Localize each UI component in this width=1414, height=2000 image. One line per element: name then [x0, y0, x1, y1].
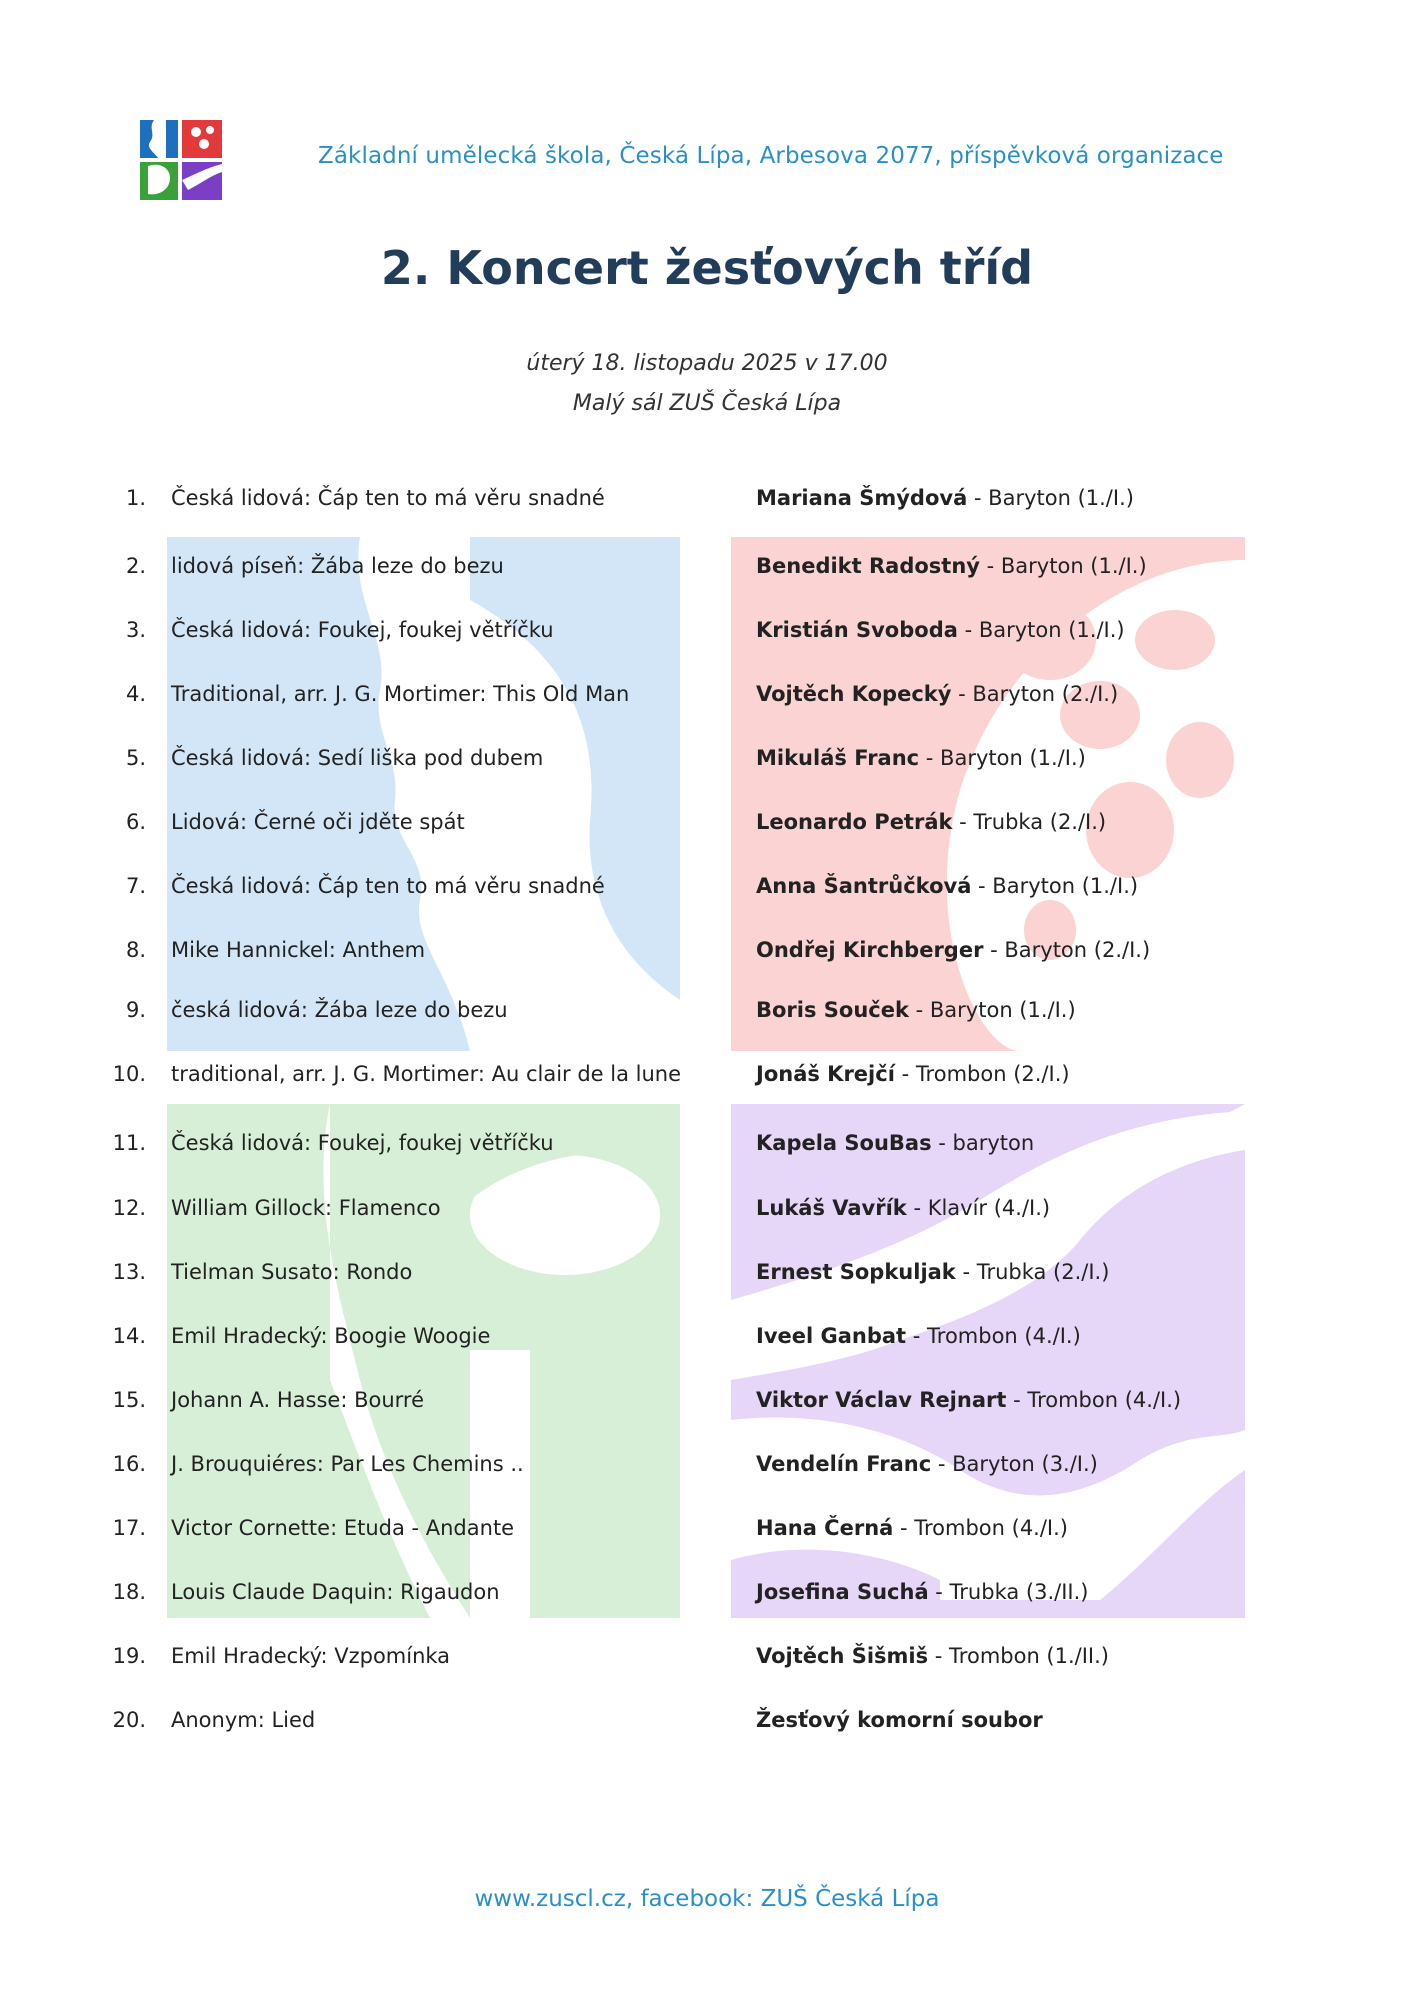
piece-title: Česká lidová: Sedí liška pod dubem [171, 746, 544, 770]
item-number: 11. [112, 1131, 146, 1155]
item-number: 7. [125, 874, 146, 898]
performer-detail: - Trombon (4./I.) [906, 1324, 1081, 1348]
program-row [0, 1062, 1414, 1102]
item-number: 1. [125, 486, 146, 510]
performer-name: Iveel Ganbat [756, 1324, 907, 1348]
piece-title: Mike Hannickel: Anthem [171, 938, 426, 962]
performer [756, 1580, 1088, 1604]
program-row [0, 682, 1414, 722]
performer-detail: - Trombon (2./I.) [894, 1062, 1070, 1086]
performer [756, 1708, 1043, 1732]
item-number: 18. [112, 1580, 146, 1604]
program-row [0, 486, 1414, 526]
performer-name: Leonardo Petrák [756, 810, 953, 834]
item-number: 10. [112, 1062, 146, 1086]
piece-title: J. Brouquiéres: Par Les Chemins .. [171, 1452, 524, 1476]
performer-name: Vojtěch Šišmiš [756, 1644, 929, 1668]
performer [756, 1388, 1181, 1412]
performer-name: Anna Šantrůčková [756, 874, 972, 898]
program-row [0, 1324, 1414, 1364]
program-row [0, 1644, 1414, 1684]
piece-title: Lidová: Černé oči jděte spát [171, 810, 465, 834]
school-logo [140, 120, 224, 200]
item-number: 2. [125, 554, 146, 578]
item-number: 19. [112, 1644, 146, 1668]
performer-name: Viktor Václav Rejnart [756, 1388, 1007, 1412]
piece-title: Česká lidová: Foukej, foukej větříčku [171, 618, 554, 642]
program-row [0, 554, 1414, 594]
item-number: 20. [112, 1708, 146, 1732]
footer-contact[interactable]: www.zuscl.cz, facebook: ZUŠ Česká Lípa [474, 1886, 940, 1912]
performer [756, 554, 1147, 578]
program-row [0, 998, 1414, 1038]
performer-name: Boris Souček [756, 998, 909, 1022]
performer-detail: - Baryton (1./I.) [979, 554, 1147, 578]
item-number: 17. [112, 1516, 146, 1540]
performer [756, 1196, 1050, 1220]
performer-detail: - Trombon (4./I.) [1006, 1388, 1182, 1412]
program-row [0, 1196, 1414, 1236]
performer-name: Hana Černá [756, 1516, 894, 1540]
performer-name: Mikuláš Franc [756, 746, 920, 770]
performer-name: Benedikt Radostný [756, 554, 980, 578]
piece-title: Emil Hradecký: Vzpomínka [171, 1644, 451, 1668]
performer [756, 938, 1150, 962]
performer [756, 1131, 1034, 1155]
piece-title: Louis Claude Daquin: Rigaudon [171, 1580, 500, 1604]
piece-title: Česká lidová: Foukej, foukej větříčku [171, 1131, 554, 1155]
piece-title: Česká lidová: Čáp ten to má věru snadné [171, 486, 605, 510]
performer-detail: - Baryton (1./I.) [971, 874, 1139, 898]
performer-detail: - Baryton (1./I.) [957, 618, 1125, 642]
item-number: 5. [125, 746, 146, 770]
program-row [0, 1516, 1414, 1556]
performer [756, 874, 1138, 898]
item-number: 9. [125, 998, 146, 1022]
performer [756, 1324, 1081, 1348]
item-number: 15. [112, 1388, 146, 1412]
piece-title: Traditional, arr. J. G. Mortimer: This Old Man [171, 682, 630, 706]
piece-title: Victor Cornette: Etuda - Andante [171, 1516, 515, 1540]
performer-name: Josefina Suchá [756, 1580, 929, 1604]
performer-detail: - Klavír (4./I.) [906, 1196, 1051, 1220]
piece-title: česká lidová: Žába leze do bezu [171, 998, 508, 1022]
organization-name: Základní umělecká škola, Česká Lípa, Arbesova 2077, příspěvková organizace [318, 143, 1224, 169]
program-row [0, 1388, 1414, 1428]
item-number: 13. [112, 1260, 146, 1284]
program-row [0, 938, 1414, 978]
item-number: 12. [112, 1196, 146, 1220]
performer [756, 618, 1125, 642]
program-row [0, 746, 1414, 786]
performer-name: Vojtěch Kopecký [756, 682, 952, 706]
performer-name: Kristián Svoboda [756, 618, 958, 642]
item-number: 16. [112, 1452, 146, 1476]
performer [756, 998, 1076, 1022]
performer [756, 1516, 1068, 1540]
piece-title: Tielman Susato: Rondo [171, 1260, 413, 1284]
performer-name: Lukáš Vavřík [756, 1196, 907, 1220]
program-row [0, 1580, 1414, 1620]
performer-detail: - Baryton (2./I.) [951, 682, 1119, 706]
performer-name: Ernest Sopkuljak [756, 1260, 956, 1284]
performer-name: Vendelín Franc [756, 1452, 932, 1476]
item-number: 6. [125, 810, 146, 834]
item-number: 4. [125, 682, 146, 706]
performer [756, 1062, 1070, 1086]
performer-name: Žesťový komorní soubor [756, 1708, 1043, 1732]
performer [756, 1260, 1109, 1284]
performer [756, 1644, 1109, 1668]
performer [756, 810, 1106, 834]
item-number: 14. [112, 1324, 146, 1348]
performer-name: Kapela SouBas [756, 1131, 932, 1155]
performer-name: Ondřej Kirchberger [756, 938, 984, 962]
program-row [0, 618, 1414, 658]
performer-name: Mariana Šmýdová [756, 486, 968, 510]
item-number: 3. [125, 618, 146, 642]
performer-detail: - Baryton (3./I.) [931, 1452, 1098, 1476]
performer [756, 486, 1134, 510]
program-row [0, 1260, 1414, 1300]
piece-title: Emil Hradecký: Boogie Woogie [171, 1324, 491, 1348]
program-row [0, 1131, 1414, 1171]
piece-title: William Gillock: Flamenco [171, 1196, 441, 1220]
performer-detail: - Trubka (2./I.) [952, 810, 1107, 834]
piece-title: traditional, arr. J. G. Mortimer: Au clair de la lune [171, 1062, 682, 1086]
program-row [0, 1452, 1414, 1492]
program-row [0, 810, 1414, 850]
piece-title: Johann A. Hasse: Bourré [171, 1388, 424, 1412]
performer-detail: - baryton [931, 1131, 1035, 1155]
performer-detail: - Baryton (1./I.) [908, 998, 1076, 1022]
item-number: 8. [125, 938, 146, 962]
performer-name: Jonáš Krejčí [756, 1062, 895, 1086]
program-row [0, 1708, 1414, 1748]
program-row [0, 874, 1414, 914]
performer-detail: - Baryton (2./I.) [983, 938, 1151, 962]
performer-detail: - Baryton (1./I.) [967, 486, 1134, 510]
performer-detail: - Trombon (4./I.) [893, 1516, 1068, 1540]
performer-detail: - Baryton (1./I.) [919, 746, 1086, 770]
piece-title: Anonym: Lied [171, 1708, 316, 1732]
performer-detail: - Trubka (3./II.) [928, 1580, 1089, 1604]
performer [756, 682, 1118, 706]
performer [756, 746, 1086, 770]
performer-detail: - Trubka (2./I.) [955, 1260, 1110, 1284]
concert-date: úterý 18. listopadu 2025 v 17.00 [526, 351, 888, 376]
performer-detail: - Trombon (1./II.) [928, 1644, 1109, 1668]
page-title: 2. Koncert žesťových tříd [380, 241, 1034, 295]
performer [756, 1452, 1098, 1476]
piece-title: Česká lidová: Čáp ten to má věru snadné [171, 874, 605, 898]
concert-venue: Malý sál ZUŠ Česká Lípa [572, 391, 842, 416]
piece-title: lidová píseň: Žába leze do bezu [171, 554, 504, 578]
